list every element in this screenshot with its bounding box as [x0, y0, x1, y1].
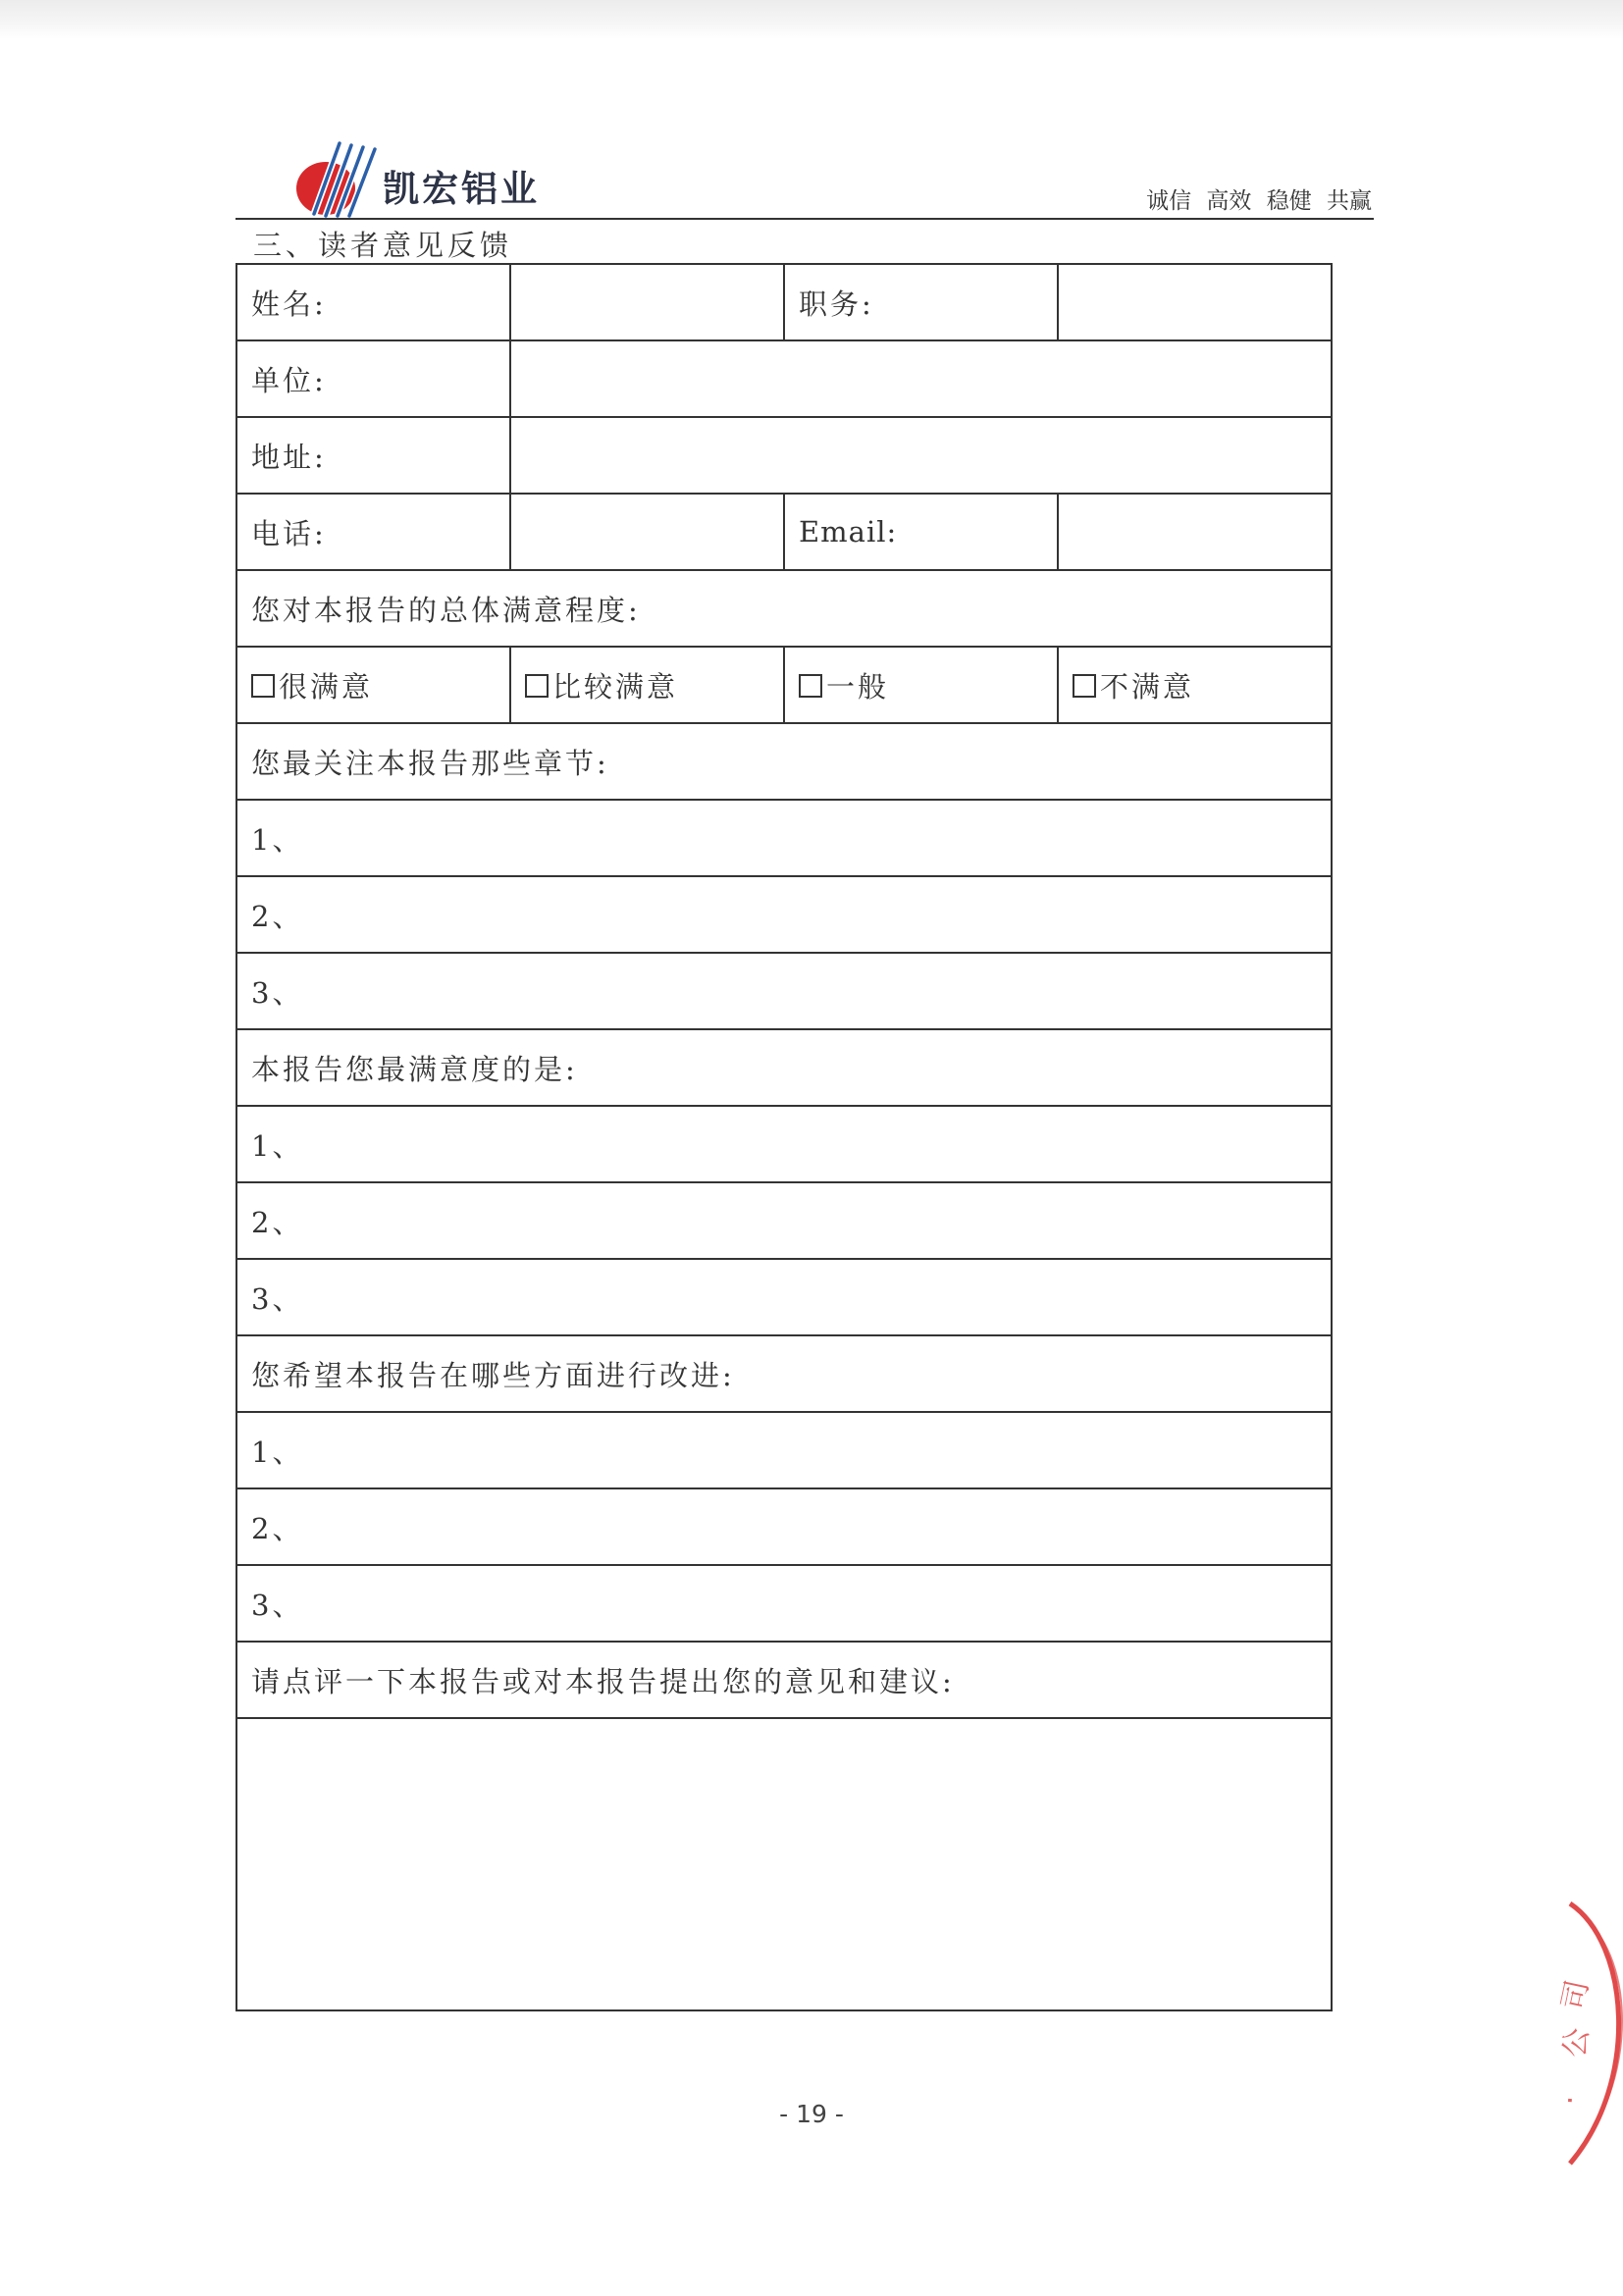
svg-text:司: 司 — [1555, 1977, 1597, 2013]
svg-text:公: 公 — [1557, 2025, 1597, 2061]
email-field[interactable] — [1058, 494, 1332, 570]
option-average[interactable] — [784, 647, 1058, 723]
form-row-unit — [236, 340, 1332, 417]
best-question: 本报告您最满意度的是: — [236, 1029, 1332, 1106]
form-row-best-question — [236, 1029, 1332, 1106]
best-answer-1[interactable]: 1、 — [236, 1106, 1332, 1182]
address-field[interactable] — [510, 417, 1332, 494]
feedback-form — [236, 263, 1333, 2011]
form-row-address — [236, 417, 1332, 494]
option-label: 一般 — [826, 669, 890, 704]
form-row-improve-question — [236, 1335, 1332, 1412]
checkbox-icon[interactable] — [525, 674, 549, 698]
chapters-answer-3[interactable]: 3、 — [236, 953, 1332, 1029]
slogan-word: 高效 — [1206, 188, 1252, 214]
comment-field[interactable] — [236, 1718, 1332, 2010]
form-row-name — [236, 264, 1332, 340]
form-row-chapters-question — [236, 723, 1332, 800]
chapters-answer-1[interactable]: 1、 — [236, 800, 1332, 876]
phone-label: 电话: — [236, 494, 510, 570]
option-label: 不满意 — [1100, 669, 1195, 704]
slogan-word: 诚信 — [1146, 188, 1192, 214]
improve-answer-1[interactable]: 1、 — [236, 1412, 1332, 1488]
slogan-word: 稳健 — [1266, 188, 1312, 214]
logo-mark-icon — [292, 137, 381, 220]
chapters-question: 您最关注本报告那些章节: — [236, 723, 1332, 800]
form-row-satisfaction-question — [236, 570, 1332, 647]
chapters-answer-2[interactable]: 2、 — [236, 876, 1332, 953]
address-label: 地址: — [236, 417, 510, 494]
option-label: 比较满意 — [552, 669, 679, 704]
scan-edge — [0, 0, 1623, 39]
page-header — [236, 128, 1374, 222]
company-logo — [292, 137, 616, 220]
company-seal-icon — [1531, 1884, 1623, 2178]
comment-question: 请点评一下本报告或对本报告提出您的意见和建议: — [236, 1642, 1332, 1718]
improve-answer-2[interactable]: 2、 — [236, 1488, 1332, 1565]
form-row-phone — [236, 494, 1332, 570]
name-field[interactable] — [510, 264, 784, 340]
checkbox-icon[interactable] — [1073, 674, 1096, 698]
checkbox-icon[interactable] — [251, 674, 275, 698]
checkbox-icon[interactable] — [799, 674, 822, 698]
company-name: 凯宏铝业 — [383, 168, 540, 210]
position-label: 职务: — [784, 264, 1058, 340]
phone-field[interactable] — [510, 494, 784, 570]
svg-text:·: · — [1553, 2094, 1589, 2107]
form-row-comment-question — [236, 1642, 1332, 1718]
improve-answer-3[interactable]: 3、 — [236, 1565, 1332, 1642]
option-dissatisfied[interactable] — [1058, 647, 1332, 723]
unit-label: 单位: — [236, 340, 510, 417]
company-slogan — [1138, 183, 1372, 215]
best-answer-2[interactable]: 2、 — [236, 1182, 1332, 1259]
improve-question: 您希望本报告在哪些方面进行改进: — [236, 1335, 1332, 1412]
page-number: - 19 - — [779, 2100, 844, 2128]
header-divider — [236, 218, 1374, 220]
unit-field[interactable] — [510, 340, 1332, 417]
form-row-satisfaction-options — [236, 647, 1332, 723]
option-label: 很满意 — [279, 669, 374, 704]
best-answer-3[interactable]: 3、 — [236, 1259, 1332, 1335]
position-field[interactable] — [1058, 264, 1332, 340]
option-very-satisfied[interactable] — [236, 647, 510, 723]
email-label: Email: — [784, 494, 1058, 570]
slogan-word: 共赢 — [1327, 188, 1372, 214]
section-title: 三、读者意见反馈 — [253, 229, 513, 262]
name-label: 姓名: — [236, 264, 510, 340]
option-fairly-satisfied[interactable] — [510, 647, 784, 723]
satisfaction-question: 您对本报告的总体满意程度: — [236, 570, 1332, 647]
